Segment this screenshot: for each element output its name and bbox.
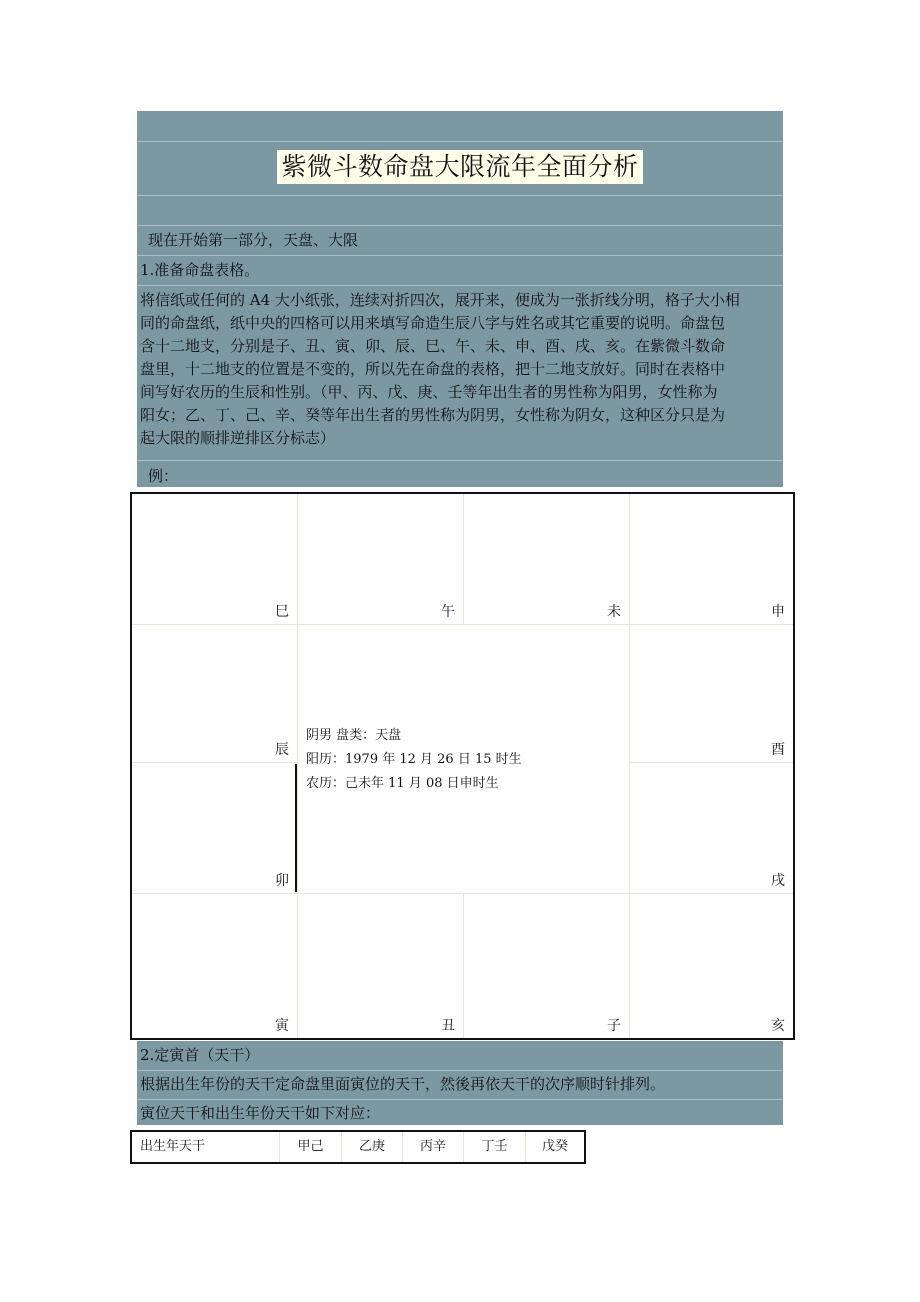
paragraph-line: 阳女；乙、丁、己、辛、癸等年出生者的男性称为阴男，女性称为阴女，这种区分只是为 bbox=[140, 406, 726, 424]
step1-paragraph bbox=[140, 289, 780, 450]
branch-label: 亥 bbox=[771, 1018, 785, 1034]
chart-cell bbox=[630, 763, 793, 894]
stems-cell: 出生年天干 bbox=[132, 1132, 280, 1162]
chart-cell bbox=[298, 494, 464, 625]
center-info-line: 阳历：1979 年 12 月 26 日 15 时生 bbox=[306, 752, 522, 767]
band-divider bbox=[137, 1070, 783, 1071]
title-row bbox=[137, 141, 783, 195]
branch-label: 丑 bbox=[441, 1018, 455, 1034]
band-divider bbox=[137, 1099, 783, 1100]
paragraph-line: 将信纸或任何的 A4 大小纸张，连续对折四次，展开来，便成为一张折线分明，格子大小相 bbox=[140, 291, 740, 309]
center-info-line: 农历：己未年 11 月 08 日申时生 bbox=[306, 776, 499, 791]
band-divider bbox=[137, 225, 783, 226]
branch-label: 巳 bbox=[275, 604, 289, 620]
branch-label: 未 bbox=[607, 604, 621, 620]
chart-divider-line bbox=[295, 764, 297, 892]
band-divider bbox=[137, 255, 783, 256]
band-divider bbox=[137, 460, 783, 461]
chart-cell bbox=[630, 494, 793, 625]
chart-cell bbox=[132, 625, 298, 763]
stems-cell: 乙庚 bbox=[342, 1132, 403, 1162]
section-intro: 现在开始第一部分，天盘、大限 bbox=[148, 231, 359, 249]
example-label: 例： bbox=[148, 467, 179, 485]
destiny-chart bbox=[130, 492, 795, 1040]
stems-cell: 甲己 bbox=[280, 1132, 342, 1162]
branch-label: 戌 bbox=[771, 873, 785, 889]
paragraph-line: 间写好农历的生辰和性别。（甲、丙、戊、庚、壬等年出生者的男性称为阳男，女性称为 bbox=[140, 383, 718, 401]
stems-table bbox=[130, 1130, 586, 1164]
stems-cell: 丁壬 bbox=[464, 1132, 526, 1162]
step2-line: 根据出生年份的天干定命盘里面寅位的天干，然後再依天干的次序顺时针排列。 bbox=[140, 1075, 666, 1093]
branch-label: 申 bbox=[771, 604, 785, 620]
chart-cell bbox=[464, 494, 630, 625]
stems-cell: 丙辛 bbox=[403, 1132, 464, 1162]
step2-heading: 2.定寅首（天干） bbox=[140, 1046, 260, 1064]
chart-cell bbox=[132, 494, 298, 625]
paragraph-line: 起大限的顺排逆排区分标志） bbox=[140, 429, 336, 447]
branch-label: 辰 bbox=[275, 742, 289, 758]
branch-label: 寅 bbox=[275, 1018, 289, 1034]
chart-cell bbox=[630, 625, 793, 763]
step1-heading: 1.准备命盘表格。 bbox=[140, 261, 260, 279]
branch-label: 酉 bbox=[771, 742, 785, 758]
chart-cell bbox=[132, 894, 298, 1038]
branch-label: 子 bbox=[607, 1018, 621, 1034]
paragraph-line: 盘里，十二地支的位置是不变的，所以先在命盘的表格，把十二地支放好。同时在表格中 bbox=[140, 360, 726, 378]
chart-center bbox=[298, 625, 630, 894]
paragraph-line: 含十二地支，分别是子、丑、寅、卯、辰、巳、午、未、申、酉、戌、亥。在紫微斗数命 bbox=[140, 337, 726, 355]
chart-cell bbox=[464, 894, 630, 1038]
stems-cell: 戊癸 bbox=[541, 1139, 568, 1154]
branch-label: 卯 bbox=[275, 873, 289, 889]
paragraph-line: 同的命盘纸，纸中央的四格可以用来填写命造生辰八字与姓名或其它重要的说明。命盘包 bbox=[140, 314, 726, 332]
chart-cell bbox=[630, 894, 793, 1038]
band-divider bbox=[137, 285, 783, 286]
chart-cell bbox=[132, 763, 298, 894]
branch-label: 午 bbox=[441, 604, 455, 620]
page-title: 紫微斗数命盘大限流年全面分析 bbox=[277, 150, 642, 184]
step2-line: 寅位天干和出生年份天干如下对应： bbox=[140, 1104, 381, 1122]
band-divider bbox=[137, 195, 783, 196]
chart-cell bbox=[298, 894, 464, 1038]
center-info-line: 阴男 盘类：天盘 bbox=[306, 728, 402, 743]
